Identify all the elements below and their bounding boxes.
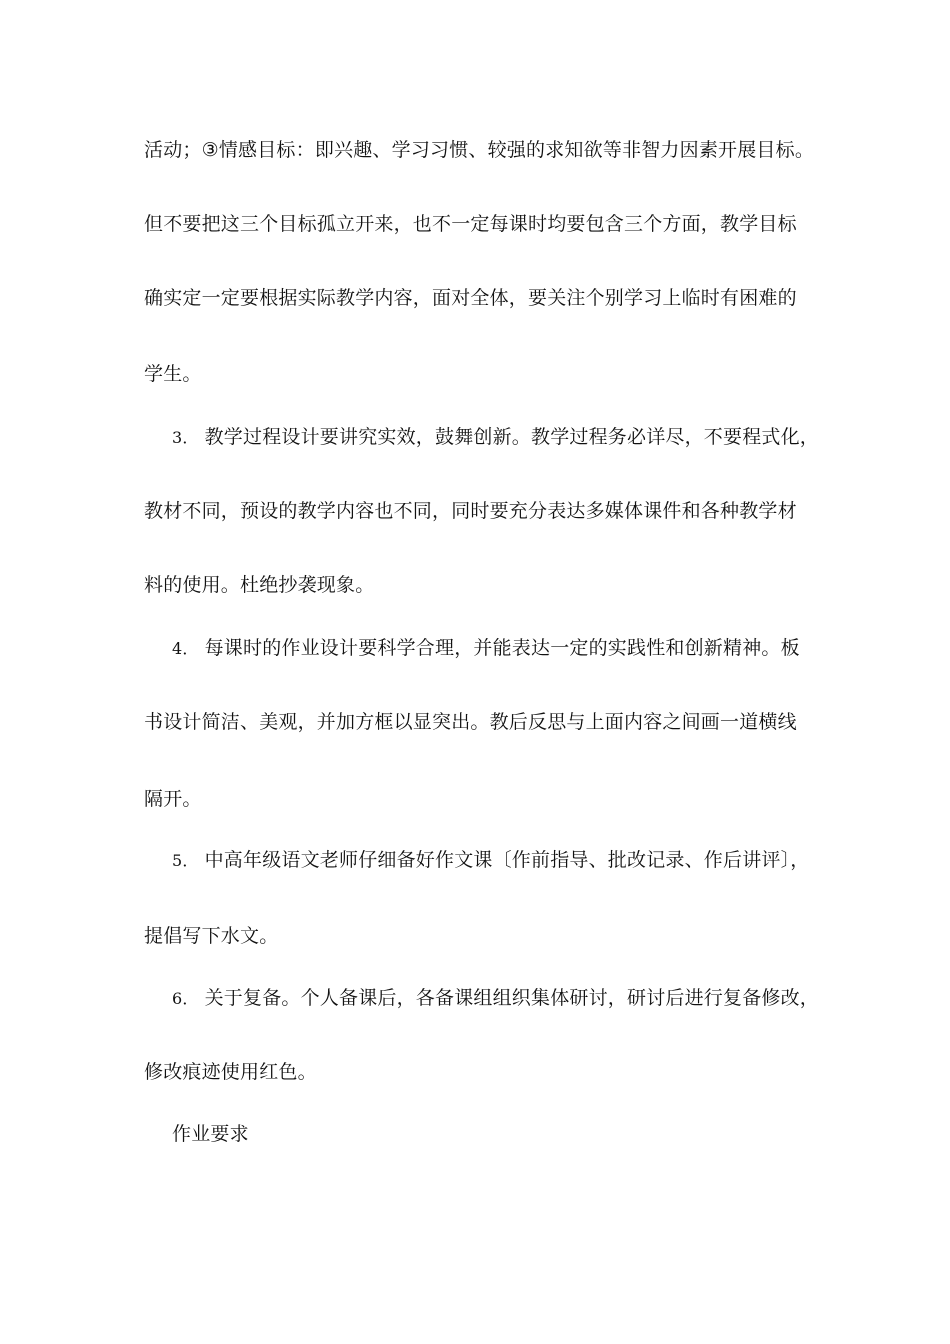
list-item-number: 5．: [172, 851, 199, 870]
list-item-3: [172, 425, 819, 450]
list-item-number: 6．: [172, 989, 199, 1008]
list-item-text: 关于复备。个人备课后，各备课组组织集体研讨，研讨后进行复备修改，: [204, 987, 819, 1009]
text-line: 确实定一定要根据实际教学内容，面对全体，要关注个别学习上临时有困难的: [144, 287, 797, 309]
text-line: 教材不同，预设的教学内容也不同，同时要充分表达多媒体课件和各种教学材: [144, 500, 797, 522]
list-item-6: [172, 986, 819, 1011]
text-line: 但不要把这三个目标孤立开来，也不一定每课时均要包含三个方面，教学目标: [144, 213, 797, 235]
text-line: 修改痕迹使用红色。: [144, 1061, 317, 1083]
list-item-4: [172, 636, 800, 661]
text-line: 活动；③情感目标：即兴趣、学习习惯、较强的求知欲等非智力因素开展目标。: [144, 139, 815, 161]
list-item-text: 每课时的作业设计要科学合理，并能表达一定的实践性和创新精神。板: [204, 637, 800, 659]
list-item-number: 3．: [172, 428, 199, 447]
list-item-text: 教学过程设计要讲究实效，鼓舞创新。教学过程务必详尽，不要程式化，: [204, 426, 819, 448]
text-line: 提倡写下水文。: [144, 925, 279, 947]
text-line: 学生。: [144, 363, 202, 385]
text-line: 料的使用。杜绝抄袭现象。: [144, 574, 375, 596]
text-line: 隔开。: [144, 788, 202, 810]
text-line: 书设计简洁、美观，并加方框以显突出。教后反思与上面内容之间画一道横线: [144, 711, 797, 733]
list-item-text: 中高年级语文老师仔细备好作文课〔作前指导、批改记录、作后讲评〕，: [204, 849, 810, 871]
section-heading: 作业要求: [172, 1123, 249, 1145]
list-item-number: 4．: [172, 639, 199, 658]
list-item-5: [172, 848, 810, 873]
